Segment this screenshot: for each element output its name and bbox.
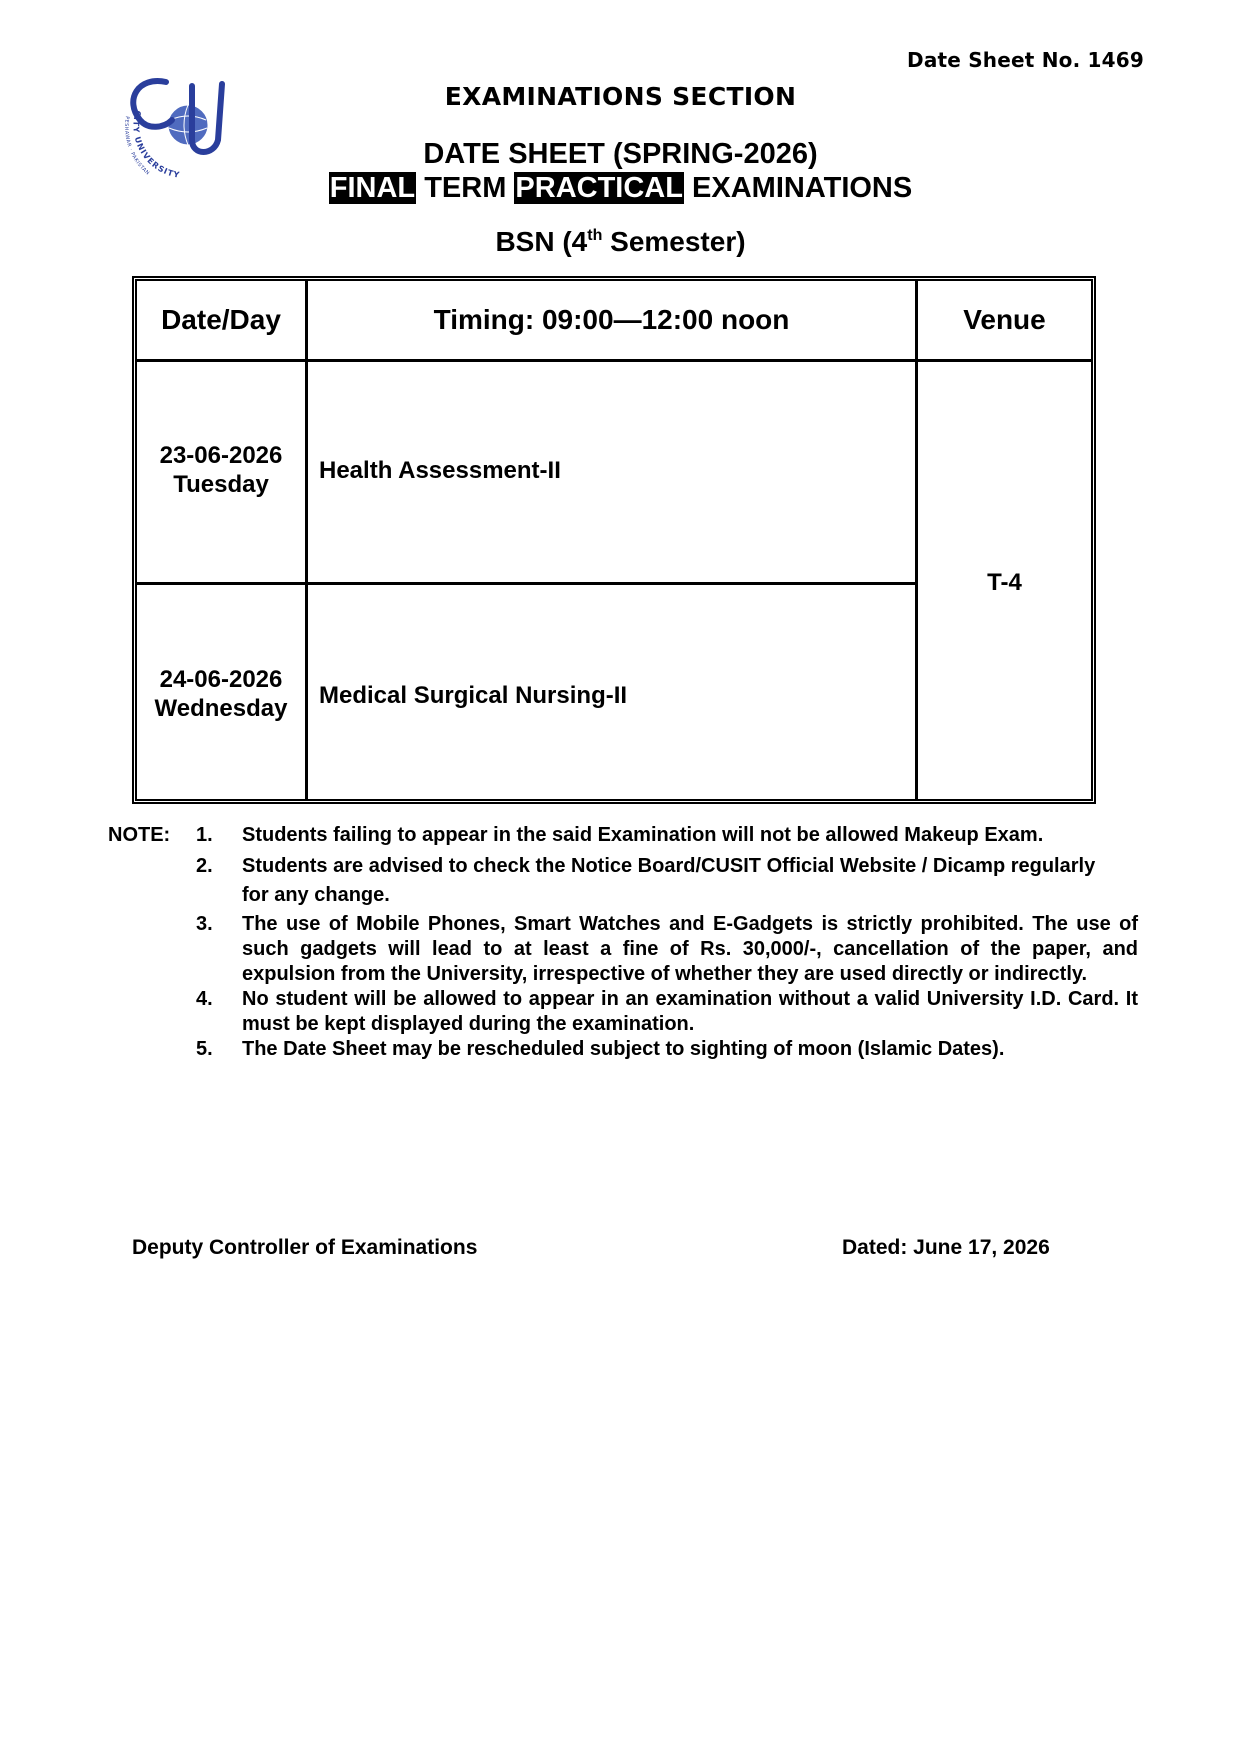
note-item [108, 987, 1138, 1037]
notes-label: NOTE: [108, 824, 171, 846]
page-title [0, 137, 1241, 205]
schedule-table [132, 276, 1096, 804]
title-examinations: EXAMINATIONS [692, 172, 913, 204]
row-2-date: 24-06-2026 [159, 666, 283, 693]
note-item [108, 852, 1138, 910]
table-row-2-date [137, 665, 305, 723]
header-venue: Venue [963, 304, 1046, 335]
note-item [108, 1037, 1138, 1062]
note-text: The use of Mobile Phones, Smart Watches and E-Gadgets is strictly prohibited. The use of such gadgets will lead to at least a fine of Rs. 30,000/-, cancellation of the paper, and expulsion from the University, irrespective of whether they are used directly or indirectly. [242, 913, 1138, 985]
header-timing: Timing: 09:00—12:00 noon [433, 304, 790, 335]
title-final-highlight: FINAL [329, 172, 416, 204]
note-number: 5. [196, 1038, 213, 1060]
header-date-day: Date/Day [161, 304, 281, 335]
note-text: The Date Sheet may be rescheduled subject to sighting of moon (Islamic Dates). [242, 1038, 1005, 1060]
venue-cell: T-4 [987, 569, 1022, 596]
row-divider [137, 582, 918, 585]
note-text: Students are advised to check the Notice Board/CUSIT Official Website / Dicamp regularly for any change. [242, 855, 1096, 906]
note-number: 4. [196, 988, 213, 1010]
logo-arc-text: CITY UNIVERSITY [131, 109, 181, 180]
dated: Dated: June 17, 2026 [842, 1236, 1050, 1259]
row-1-day: Tuesday [173, 471, 269, 498]
program-prefix: BSN (4 [495, 226, 588, 257]
date-sheet-number: Date Sheet No. 1469 [907, 48, 1144, 72]
program-suffix: Semester) [602, 226, 746, 257]
title-term: TERM [424, 172, 507, 204]
program-sup: th [587, 227, 603, 244]
table-row-1-date [137, 441, 305, 499]
title-line-2 [0, 171, 1241, 205]
header-divider [137, 359, 1091, 362]
note-text: No student will be allowed to appear in an examination without a valid University I.D. Card. It must be kept displayed during the examination. [242, 988, 1138, 1035]
row-1-date: 23-06-2026 [159, 442, 283, 469]
program-heading [0, 226, 1241, 258]
row-2-subject: Medical Surgical Nursing-II [319, 682, 628, 709]
note-item [108, 823, 1138, 848]
note-text: Students failing to appear in the said Examination will not be allowed Makeup Exam. [242, 824, 1044, 846]
row-2-day: Wednesday [154, 695, 288, 722]
note-item [108, 912, 1138, 987]
note-number: 3. [196, 913, 213, 935]
examinations-section-heading: EXAMINATIONS SECTION [444, 82, 797, 111]
note-number: 2. [196, 855, 213, 877]
note-number: 1. [196, 824, 213, 846]
row-1-subject: Health Assessment-II [319, 457, 561, 484]
title-practical-highlight: PRACTICAL [515, 172, 683, 204]
signatory: Deputy Controller of Examinations [132, 1236, 478, 1259]
logo-sub-text: PESHAWAR · PAKISTAN [122, 115, 151, 177]
title-line-1: DATE SHEET (SPRING-2026) [423, 138, 818, 170]
notes-section [108, 823, 1138, 1062]
